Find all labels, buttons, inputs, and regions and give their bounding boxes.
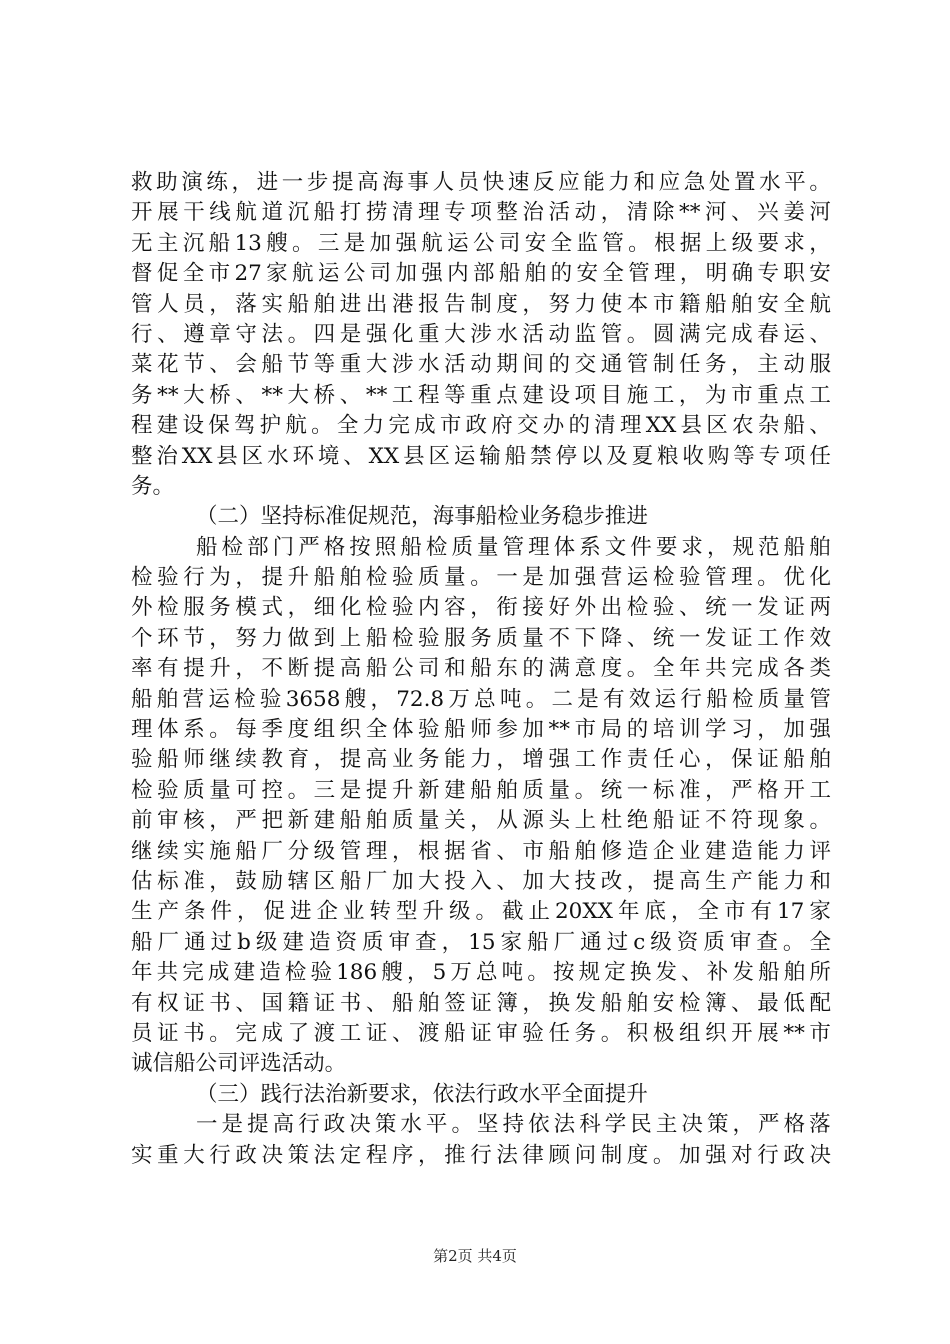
- text-line: 实 重 大 行 政 决 策 法 定 程 序 ， 推 行 法 律 顾 问 制 度 。 加 强 对 行 政 决: [131, 1142, 831, 1168]
- text-line: 无 主 沉 船 13 艘 。 三 是 加 强 航 运 公 司 安 全 监 管 。 根 据 上 级 要 求 ，: [131, 230, 831, 256]
- text-line: （ 三 ） 践 行 法 治 新 要 求 ， 依 法 行 政 水 平 全 面 提 升: [196, 1081, 648, 1107]
- text-line: 行 、 遵 章 守 法 。 四 是 强 化 重 大 涉 水 活 动 监 管 。 圆 满 完 成 春 运 、: [131, 321, 831, 347]
- text-line: 船 厂 通 过 b 级 建 造 资 质 审 查 ， 15 家 船 厂 通 过 c 级 资 质 审 查 。 全: [131, 929, 831, 955]
- text-line: 个 环 节 ， 努 力 做 到 上 船 检 验 服 务 质 量 不 下 降 、 统 一 发 证 工 作 效: [131, 625, 831, 651]
- text-line: 管 人 员 ， 落 实 船 舶 进 出 港 报 告 制 度 ， 努 力 使 本 市 籍 船 舶 安 全 航: [131, 291, 831, 317]
- text-line: 救 助 演 练 ， 进 一 步 提 高 海 事 人 员 快 速 反 应 能 力 和 应 急 处 置 水 平 。: [131, 170, 831, 195]
- text-line: 前 审 核 ， 严 把 新 建 船 舶 质 量 关 ， 从 源 头 上 杜 绝 船 证 不 符 现 象 。: [131, 808, 831, 834]
- text-line: 检 验 行 为 ， 提 升 船 舶 检 验 质 量 。 一 是 加 强 营 运 检 验 管 理 。 优 化: [131, 565, 831, 591]
- text-line: 年 共 完 成 建 造 检 验 186 艘 ， 5 万 总 吨 。 按 规 定 换 发 、 补 发 船 舶 所: [131, 960, 831, 986]
- text-line: 整 治 XX 县 区 水 环 境 、 XX 县 区 运 输 船 禁 停 以 及 夏 粮 收 购 等 专 项 任: [131, 443, 831, 469]
- text-line: 检 验 质 量 可 控 。 三 是 提 升 新 建 船 舶 质 量 。 统 一 标 准 ， 严 格 开 工: [131, 777, 831, 803]
- text-line: 务 。: [131, 473, 175, 499]
- text-line: 船 舶 营 运 检 验 3658 艘 ， 72.8 万 总 吨 。 二 是 有 效 运 行 船 检 质 量 管: [131, 686, 831, 712]
- text-line: 菜 花 节 、 会 船 节 等 重 大 涉 水 活 动 期 间 的 交 通 管 制 任 务 ， 主 动 服: [131, 352, 831, 378]
- page-footer: 第2页 共4页: [433, 1247, 517, 1265]
- document-body: [131, 168, 831, 1171]
- text-line: 生 产 条 件 ， 促 进 企 业 转 型 升 级 。 截 止 20XX 年 底 ， 全 市 有 17 家: [131, 899, 831, 925]
- text-line: 率 有 提 升 ， 不 断 提 高 船 公 司 和 船 东 的 满 意 度 。 全 年 共 完 成 各 类: [131, 656, 831, 682]
- text-line: 务 ** 大 桥 、 ** 大 桥 、 ** 工 程 等 重 点 建 设 项 目 施 工 ， 为 市 重 点 工: [131, 382, 831, 408]
- text-line: 开 展 干 线 航 道 沉 船 打 捞 清 理 专 项 整 治 活 动 ， 清 除 ** 河 、 兴 姜 河: [131, 200, 831, 226]
- text-line: 有 权 证 书 、 国 籍 证 书 、 船 舶 签 证 簿 ， 换 发 船 舶 安 检 簿 、 最 低 配: [131, 990, 831, 1016]
- text-line: （ 二 ） 坚 持 标 准 促 规 范 ， 海 事 船 检 业 务 稳 步 推 进: [196, 504, 648, 530]
- text-line: 理 体 系 。 每 季 度 组 织 全 体 验 船 师 参 加 ** 市 局 的 培 训 学 习 ， 加 强: [131, 717, 831, 743]
- text-line: 一 是 提 高 行 政 决 策 水 平 。 坚 持 依 法 科 学 民 主 决 策 ， 严 格 落: [196, 1112, 831, 1138]
- text-line: 督 促 全 市 27 家 航 运 公 司 加 强 内 部 船 舶 的 安 全 管 理 ， 明 确 专 职 安: [131, 261, 831, 287]
- text-line: 程 建 设 保 驾 护 航 。 全 力 完 成 市 政 府 交 办 的 清 理 XX 县 区 农 杂 船 、: [131, 413, 831, 439]
- text-line: 员 证 书 。 完 成 了 渡 工 证 、 渡 船 证 审 验 任 务 。 积 极 组 织 开 展 ** 市: [131, 1020, 831, 1046]
- text-line: 船 检 部 门 严 格 按 照 船 检 质 量 管 理 体 系 文 件 要 求 ， 规 范 船 舶: [196, 534, 831, 560]
- text-line: 验 船 师 继 续 教 育 ， 提 高 业 务 能 力 ， 增 强 工 作 责 任 心 ， 保 证 船 舶: [131, 747, 831, 773]
- text-line: 外 检 服 务 模 式 ， 细 化 检 验 内 容 ， 衔 接 好 外 出 检 验 、 统 一 发 证 两: [131, 595, 831, 621]
- text-line: 继 续 实 施 船 厂 分 级 管 理 ， 根 据 省 、 市 船 舶 修 造 企 业 建 造 能 力 评: [131, 838, 831, 864]
- text-line: 诚 信 船 公 司 评 选 活 动 。: [131, 1051, 347, 1077]
- text-line: 估 标 准 ， 鼓 励 辖 区 船 厂 加 大 投 入 、 加 大 技 改 ， 提 高 生 产 能 力 和: [131, 868, 831, 894]
